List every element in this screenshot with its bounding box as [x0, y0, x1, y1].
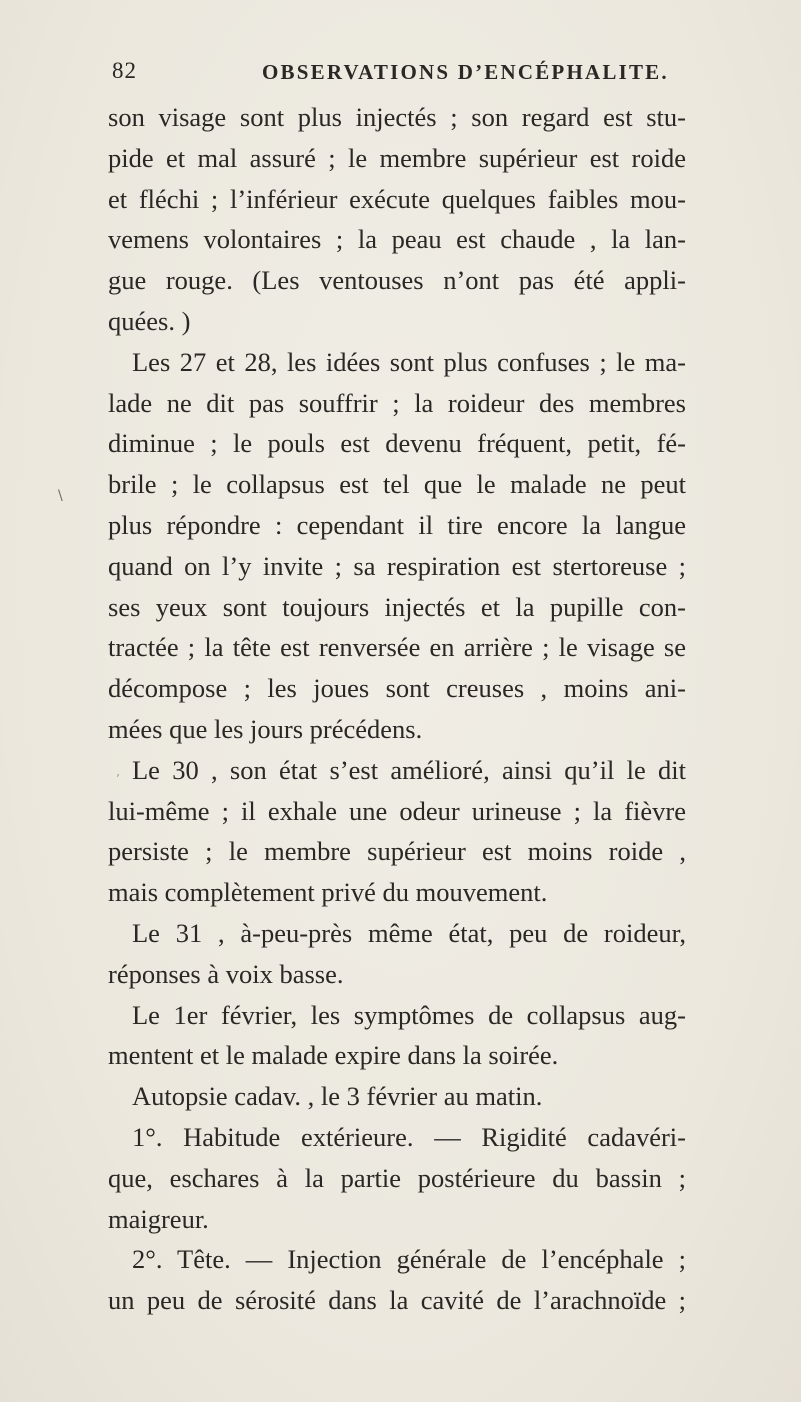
text-line: mées que les jours précédens.	[108, 713, 423, 744]
margin-tick-mark: \	[58, 488, 63, 504]
text-line: plus répondre : cependant il tire encore la langue	[108, 509, 686, 540]
text-line: persiste ; le membre supérieur est moins roide ,	[108, 836, 686, 867]
text-line: maigreur.	[108, 1203, 209, 1234]
text-line: 2°. Tête. — Injection générale de l’encéphale ;	[132, 1244, 686, 1275]
text-line: brile ; le collapsus est tel que le malade ne peut	[108, 469, 686, 500]
text-line: Le 30 , son état s’est amélioré, ainsi qu’il le dit	[132, 754, 686, 785]
text-line: diminue ; le pouls est devenu fréquent, petit, fé-	[108, 428, 686, 459]
text-line: lui-même ; il exhale une odeur urineuse ; la fièvre	[108, 795, 686, 826]
text-line: Les 27 et 28, les idées sont plus confuses ; le ma-	[132, 346, 686, 377]
page-number: 82	[112, 58, 137, 83]
text-line: un peu de sérosité dans la cavité de l’arachnoïde ;	[108, 1285, 686, 1316]
page-header	[112, 58, 712, 88]
text-line: que, eschares à la partie postérieure du bassin ;	[108, 1162, 686, 1193]
text-line: son visage sont plus injectés ; son regard est stu-	[108, 102, 686, 132]
text-line: vemens volontaires ; la peau est chaude , la lan-	[108, 224, 686, 255]
text-line: quées. )	[108, 305, 191, 336]
text-line: mais complètement privé du mouvement.	[108, 877, 548, 908]
text-line: gue rouge. (Les ventouses n’ont pas été appli-	[108, 265, 686, 296]
text-line: réponses à voix basse.	[108, 958, 344, 989]
text-line: Le 1er février, les symptômes de collapsus aug-	[132, 999, 686, 1030]
text-line: quand on l’y invite ; sa respiration est stertoreuse ;	[108, 550, 686, 581]
text-line: décompose ; les joues sont creuses , moins ani-	[108, 673, 686, 704]
text-line: mentent et le malade expire dans la soirée.	[108, 1040, 559, 1071]
text-line: tractée ; la tête est renversée en arrière ; le visage se	[108, 632, 686, 663]
text-line: et fléchi ; l’inférieur exécute quelques faibles mou-	[108, 183, 686, 214]
text-line: Le 31 , à-peu-près même état, peu de roideur,	[132, 917, 686, 948]
text-line: pide et mal assuré ; le membre supérieur est roide	[108, 142, 686, 173]
margin-apostrophe-mark: ’	[116, 772, 120, 786]
text-line: Autopsie cadav. , le 3 février au matin.	[132, 1081, 543, 1112]
body-text	[108, 97, 686, 1321]
running-head: OBSERVATIONS D’ENCÉPHALITE.	[262, 60, 669, 84]
text-line: ses yeux sont toujours injectés et la pupille con-	[108, 591, 686, 622]
text-line: 1°. Habitude extérieure. — Rigidité cadavéri-	[132, 1121, 686, 1152]
text-line: lade ne dit pas souffrir ; la roideur des membres	[108, 387, 686, 418]
